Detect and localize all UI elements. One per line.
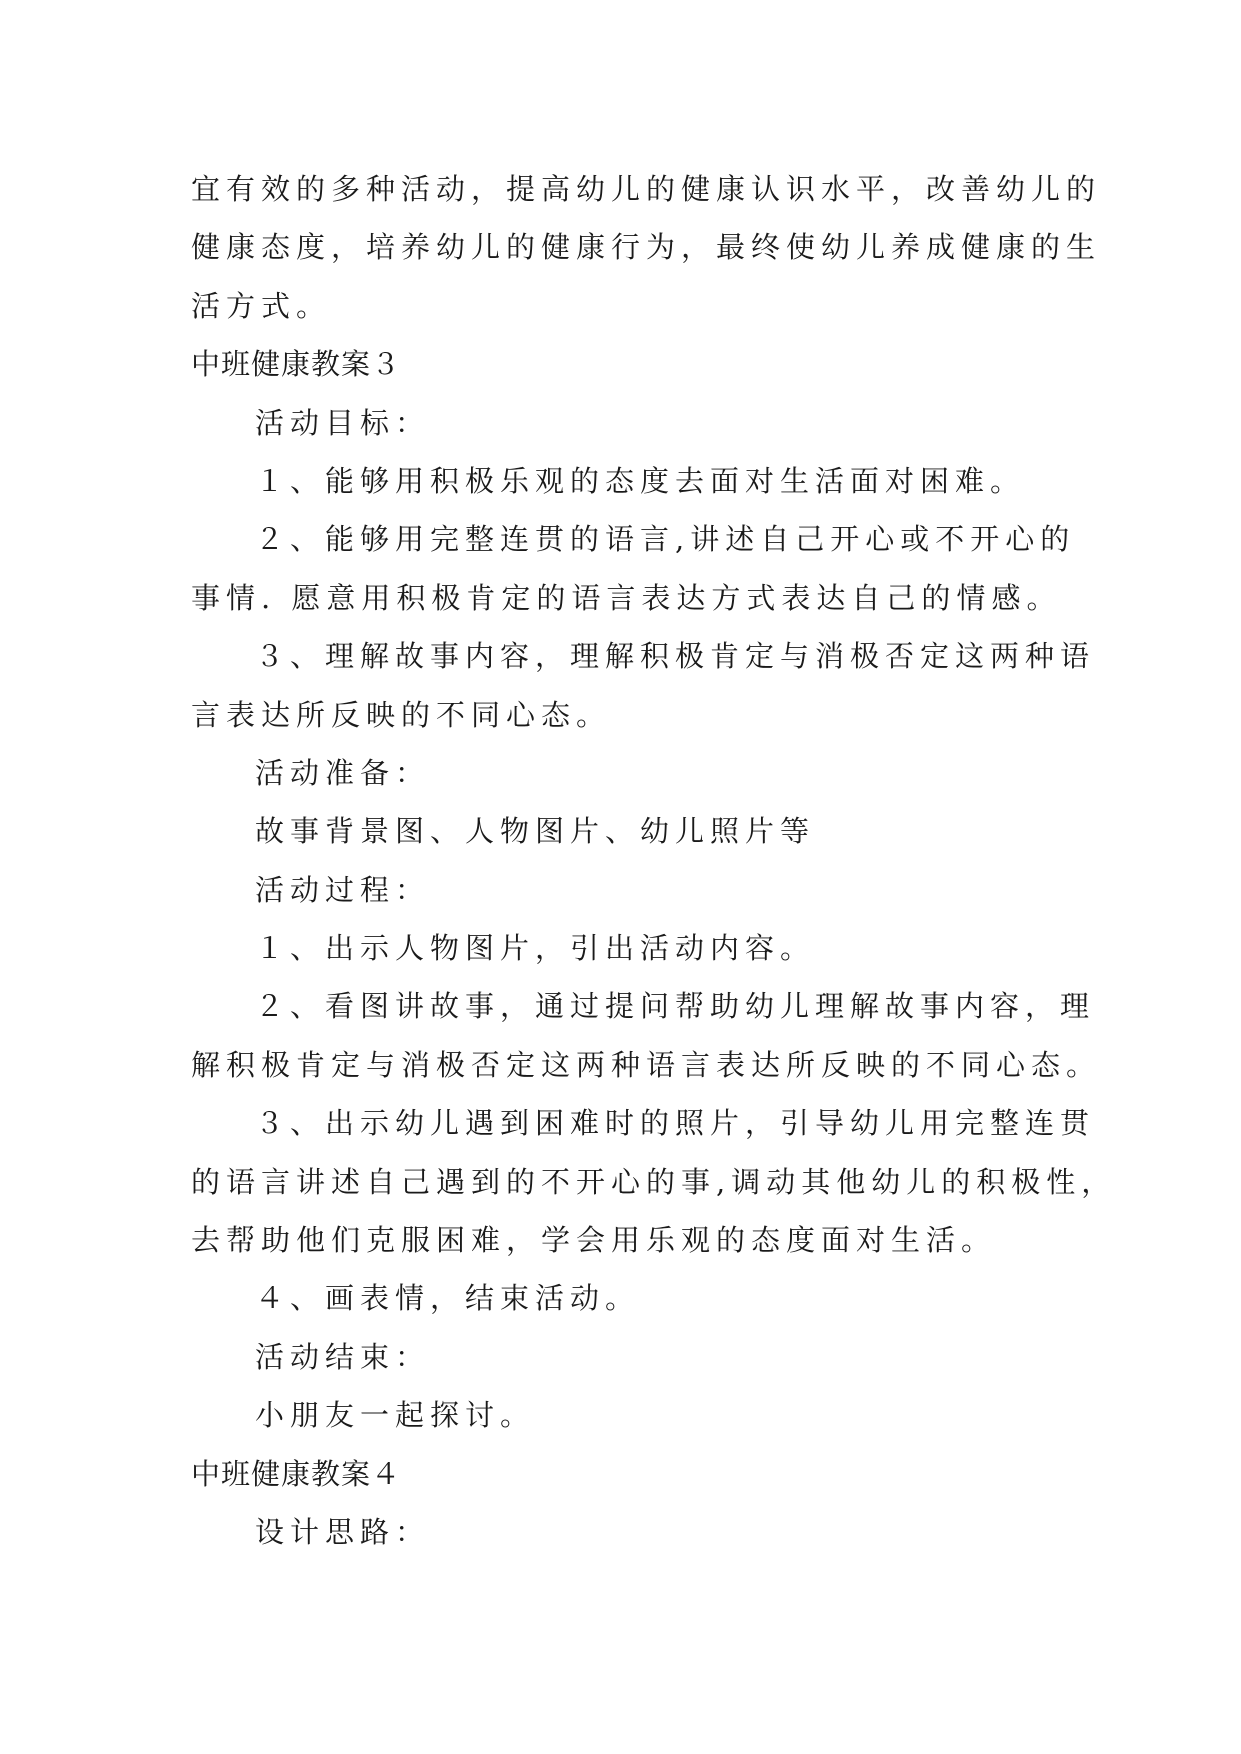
body-text-line: 健康态度，培养幼儿的健康行为，最终使幼儿养成健康的生 (191, 230, 1102, 265)
preparation-text: 故事背景图、人物图片、幼儿照片等 (255, 814, 816, 849)
body-text-line: 言表达所反映的不同心态。 (191, 697, 612, 732)
process-step: ３、出示幼儿遇到困难时的照片，引导幼儿用完整连贯 (255, 1106, 1096, 1141)
subheading-activity-process: 活动过程： (255, 872, 431, 907)
subheading-activity-goals: 活动目标： (255, 405, 431, 440)
goal-item: ３、理解故事内容，理解积极肯定与消极否定这两种语 (255, 639, 1096, 674)
document-body (191, 160, 1117, 1561)
goal-item: ２、能够用完整连贯的语言,讲述自己开心或不开心的 (255, 522, 1076, 557)
body-text-line: 的语言讲述自己遇到的不开心的事,调动其他幼儿的积极性， (191, 1164, 1117, 1199)
end-text: 小朋友一起探讨。 (255, 1398, 536, 1433)
subheading-activity-end: 活动结束： (255, 1339, 431, 1374)
process-step: ４、画表情，结束活动。 (255, 1281, 641, 1316)
subheading-design-idea: 设计思路： (255, 1514, 431, 1549)
goal-item: １、能够用积极乐观的态度去面对生活面对困难。 (255, 463, 1026, 498)
process-step: １、出示人物图片，引出活动内容。 (255, 931, 816, 966)
section-heading: 中班健康教案４ (191, 1456, 402, 1491)
body-text-line: 活方式。 (191, 288, 332, 323)
body-text-line: 解积极肯定与消极否定这两种语言表达所反映的不同心态。 (191, 1047, 1102, 1082)
section-heading: 中班健康教案３ (191, 347, 402, 382)
subheading-activity-preparation: 活动准备： (255, 755, 431, 790)
body-text-line: 事情. 愿意用积极肯定的语言表达方式表达自己的情感。 (191, 580, 1062, 615)
body-text-line: 宜有效的多种活动，提高幼儿的健康认识水平，改善幼儿的 (191, 172, 1102, 206)
body-text-line: 去帮助他们克服困难，学会用乐观的态度面对生活。 (191, 1223, 997, 1258)
process-step: ２、看图讲故事，通过提问帮助幼儿理解故事内容，理 (255, 989, 1096, 1024)
